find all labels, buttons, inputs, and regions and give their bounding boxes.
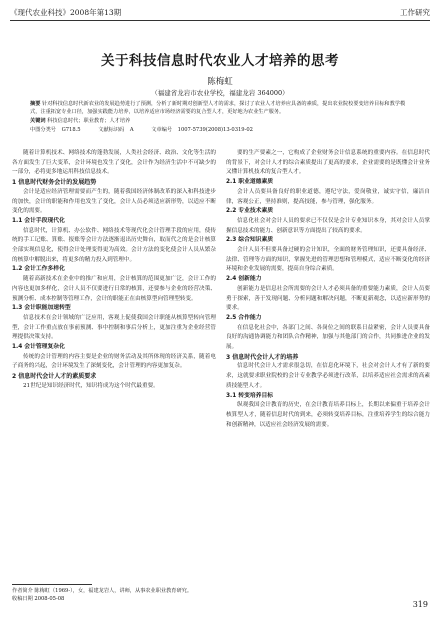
keywords <box>30 117 410 125</box>
subsection-heading: 1.3 会计职能加速转型 <box>12 305 71 312</box>
body-paragraph: 要的生产要素之一，它构成了企业财务会计信息系统的重要内容。在信息时代的背景下，对会计人才的综合素质提出了更高的要求，企业需要的是既懂会计业务又懂计算机技术的复合型人才。 <box>226 150 430 176</box>
body-paragraph: 随着高新技术在企业中的推广和应用，会计核算的范围更加广泛，会计工作的内容也更加多样化，会计人员不仅要进行日常的核算，还要参与企业的经营决策、预测分析、成本控制等管理工作，会计的职能正在由核算型向管理型转变。 <box>12 276 216 302</box>
author-affiliation: （福建省龙岩市农业学校，福建龙岩 364000） <box>151 89 289 97</box>
subsection-heading: 1.1 会计手段现代化 <box>12 217 65 224</box>
body-paragraph: 信息技术在会计领域的广泛应用，客观上促使我国会计职能从核算型转向管理型，会计工作重点放在事前预测、事中控制和事后分析上，更加注重为企业经营管理提供决策支持。 <box>12 314 216 341</box>
body-paragraph: 信息时代，计算机、办公软件、网络技术等现代化会计管理手段的应用，使传统的手工记账、算账、报账等会计方法逐渐退出历史舞台，取而代之的是会计核算全部实现信息化，使得会计处理变得更为高效。会计方法的变化使会计人员从繁杂的核算中解脱出来，将更多的精力投入到管理中。 <box>12 227 216 263</box>
subsection-heading: 2.2 专业技术素质 <box>226 208 274 215</box>
body-paragraph: 信息时代会计人才需求很急切，在信息化环境下，社会对会计人才有了新的要求，这就要求职业院校的会计专业教学必须进行改革，以培养适应社会需求的高素质技能型人才。 <box>226 363 430 389</box>
author-bio: 作者简介 陈梅虹（1969-），女，福建龙岩人，讲师，从事农业职业教育研究。 <box>12 588 193 594</box>
body-paragraph: 传统的会计管理的内容主要是企业的财务活动及其所体现的经济关系，随着电子商务的兴起，会计环境发生了深刻变化，会计管理的内容更加复杂。 <box>12 353 216 370</box>
abstract <box>30 100 410 117</box>
section-name: 工作研究 <box>400 8 430 17</box>
subsection-heading: 2.5 合作能力 <box>226 314 262 321</box>
body-paragraph: 会计是适应经济管理需要而产生的，随着我国经济体制改革的深入和科技进步的加快，会计的职能和作用也发生了变化，会计人员必须适应新形势，以适应不断变化的需要。 <box>12 188 216 215</box>
running-header <box>10 6 430 20</box>
document-code: 文献标识码 A <box>98 127 134 134</box>
keywords-label: 关键词 <box>30 117 46 124</box>
subsection-heading: 2.4 创新能力 <box>226 276 262 283</box>
body-paragraph: 随着计算机技术、网络技术的蓬勃发展，人类社会经济、政治、文化等生活的各方面发生了巨大变革，会计环境也发生了变化，会计作为经济生活中不可缺少的一部分，必将更多地运用科技信息技术。 <box>12 150 216 176</box>
header-rule <box>10 20 430 21</box>
body-paragraph: 21世纪是知识经济时代，知识将成为这个时代最重要。 <box>23 382 159 389</box>
subsection-heading: 1.2 会计工作多样化 <box>12 266 65 273</box>
section-heading: 2 信息时代会计人才的素质要求 <box>12 373 97 381</box>
abstract-block <box>30 100 410 135</box>
author-name: 陈梅虹 <box>207 77 233 87</box>
subsection-heading: 2.1 职业道德素质 <box>226 179 274 186</box>
subsection-heading: 1.4 会计管理复杂化 <box>12 344 65 351</box>
footnote <box>12 587 192 603</box>
journal-issue: 《现代农业科技》2008年第13期 <box>10 8 122 17</box>
body-column-right <box>226 149 430 430</box>
subsection-heading: 2.3 综合知识素质 <box>226 237 274 244</box>
received-date: 收稿日期 2008-05-08 <box>12 596 65 602</box>
article-number: 文章编号 1007-5739(2008)13-0319-02 <box>151 127 253 134</box>
clc-code: 中图分类号 G718.5 <box>30 127 81 134</box>
keywords-text: 科技信息时代；职业教育；人才培养 <box>47 117 131 124</box>
body-paragraph: 会计人员要具备良好的职业道德，遵纪守法，爱岗敬业，诚实守信，廉洁自律，客观公正，坚持准则，提高技能，参与管理，强化服务。 <box>226 188 430 205</box>
section-heading: 3 信息时代会计人才的培养 <box>226 353 299 361</box>
body-paragraph: 会计人员不但要具备过硬的会计知识，全面的财务管理知识，还要具备经济、法律、管理等方面的知识，掌握先进的管理思想和管理模式，适应不断变化的经济环境和企业发展的需要，提高自身综合素质。 <box>226 247 430 273</box>
body-paragraph: 在信息化社会中，各部门之间、各岗位之间的联系日益紧密，会计人员要具备良好的沟通协调能力和团队合作精神，加强与其他部门的合作，共同推进企业的发展。 <box>226 324 430 351</box>
body-paragraph: 创新能力是信息社会所需要的会计人才必须具备的重要能力素质，会计人员要勇于探索，善于发现问题、分析问题和解决问题，不断更新观念，以适应新形势的要求。 <box>226 285 430 312</box>
subsection-heading: 3.1 转变培养目标 <box>226 392 274 399</box>
body-column-left <box>12 149 216 392</box>
footnote-rule <box>12 584 92 585</box>
section-heading: 1 信息时代财务会计的发展趋势 <box>12 179 97 187</box>
body-paragraph: 纵观我国会计教育的历史，在会计教育培养目标上，长期以来偏重于培养会计核算型人才，随着信息时代的到来，必须转变培养目标，注重培养学生的综合能力和创新精神，以适应社会经济发展的需要。 <box>226 402 430 428</box>
page-number: 319 <box>412 600 428 609</box>
article-title: 关于科技信息时代农业人才培养的思考 <box>101 53 339 69</box>
body-paragraph: 信息化社会对会计人员的要求已不仅仅是会计专业知识本身，其对会计人员掌握信息技术的能力、创新意识等方面提出了较高的要求。 <box>226 217 430 234</box>
abstract-text: 针对科技信息时代新农业的发展趋势进行了预测，分析了新时期对创新型人才的需求，探讨了农业人才培养应具备的素质，提出农业院校要变培养目标和教学模式，注重拓宽专业口径，加强实践能力培养，以培养适应市场经济需要的复合型人才，更好地为农业生产服务。 <box>30 101 406 116</box>
classification-line <box>30 126 410 134</box>
abstract-label: 摘要 <box>30 101 41 107</box>
